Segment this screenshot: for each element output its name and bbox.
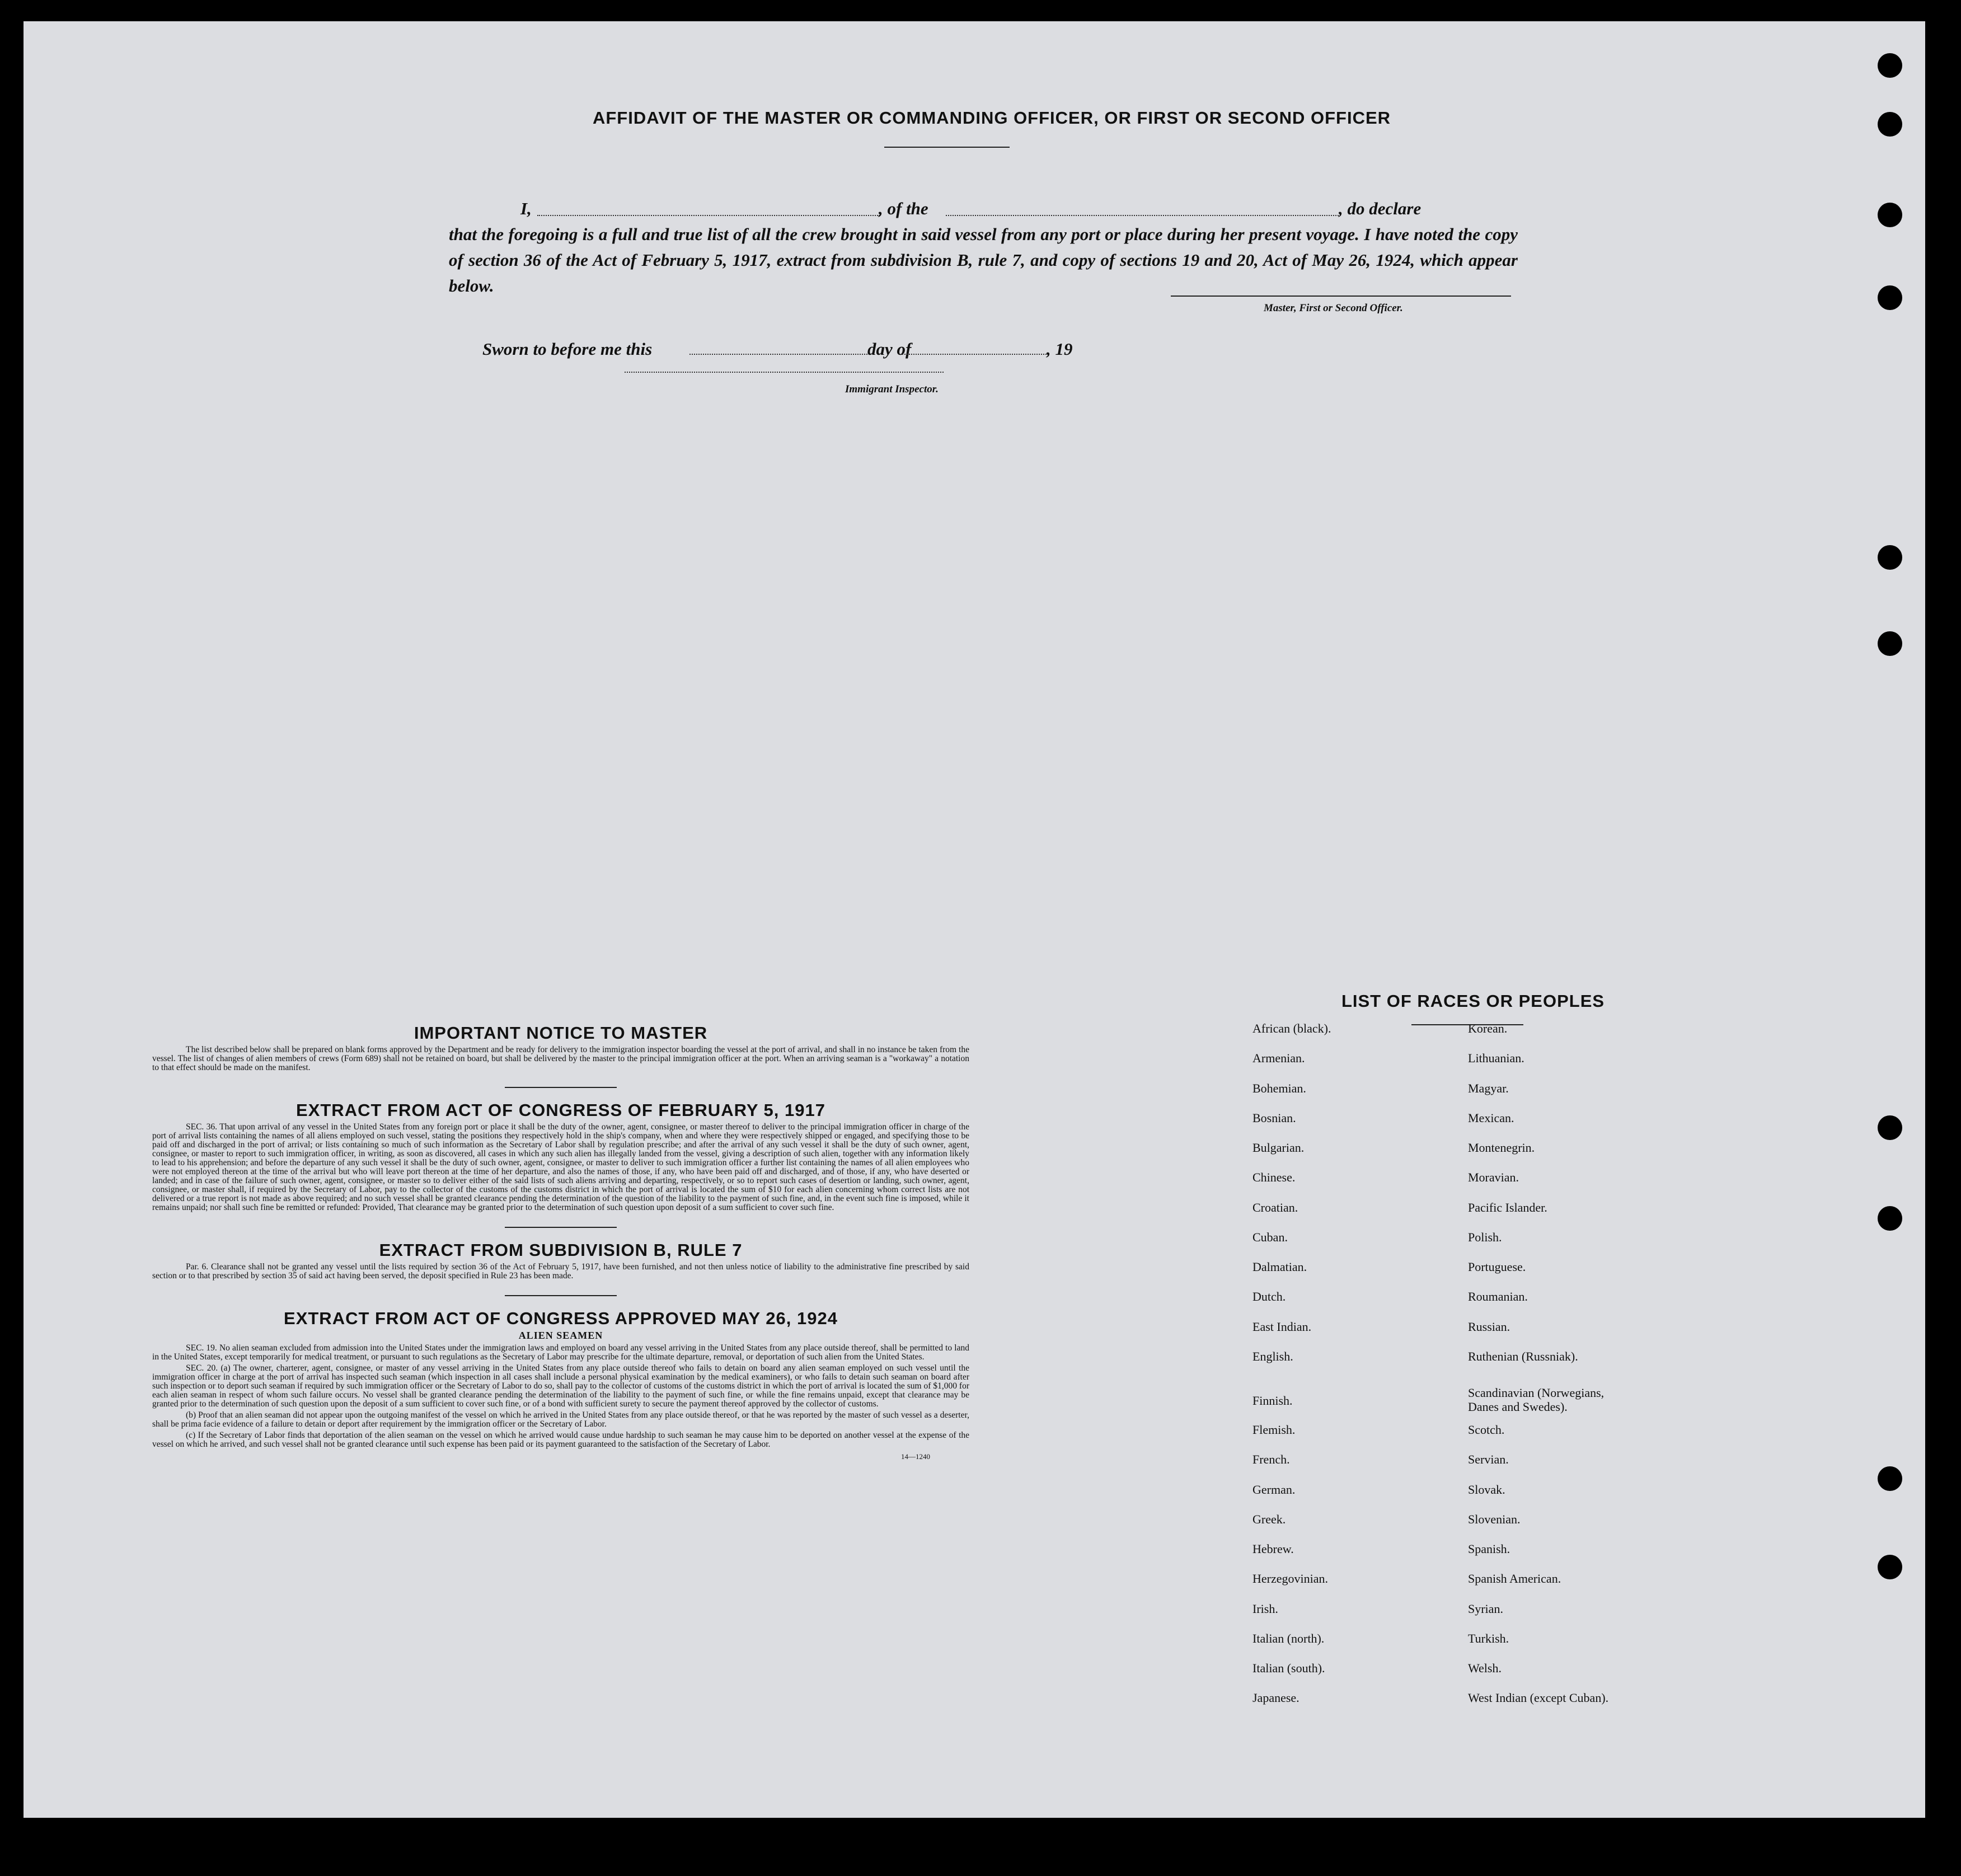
race-item: Herzegovinian.	[1252, 1572, 1328, 1586]
race-item: Dalmatian.	[1252, 1260, 1307, 1274]
extract-rule7-body: Par. 6. Clearance shall not be granted any vessel until the lists required by section 36 of the Act of February 5, 1917, have been furnished, and not then unless notice of liability to the administrative fine prescribed by said section or to that prescribed by section 35 of said act having been served, the deposit specified in Rule 23 has been made.	[152, 1262, 969, 1281]
scan-border-top	[0, 0, 1961, 21]
race-item: Mexican.	[1468, 1111, 1514, 1125]
race-item: Croatian.	[1252, 1200, 1298, 1214]
race-item: Cuban.	[1252, 1230, 1288, 1244]
inspector-label: Immigrant Inspector.	[845, 383, 939, 395]
scan-border-bottom	[0, 1818, 1961, 1876]
race-item: Irish.	[1252, 1602, 1278, 1616]
race-item: Welsh.	[1468, 1661, 1502, 1675]
race-item: French.	[1252, 1452, 1290, 1466]
sworn-month-blank[interactable]	[902, 354, 1047, 355]
race-item: Italian (south).	[1252, 1661, 1325, 1675]
race-item: Lithuanian.	[1468, 1051, 1524, 1065]
binder-hole	[1878, 631, 1902, 656]
race-item: Ruthenian (Russniak).	[1468, 1349, 1578, 1363]
extract-1924-sec20c: (c) If the Secretary of Labor finds that deportation of the alien seaman on the vessel on which he arrived would cause undue hardship to such seaman he may cause him to be deported on another vessel at the expense of the vessel on which he arrived, and such vessel shall not be granted clearance until such expense has been paid or its payment guaranteed to the satisfaction of the Secretary of Labor.	[152, 1431, 969, 1449]
scan-border-right	[1925, 0, 1961, 1876]
sworn-label: Sworn to before me this	[482, 339, 653, 359]
race-item: Syrian.	[1468, 1602, 1503, 1616]
race-item: Portuguese.	[1468, 1260, 1526, 1274]
race-item: Scotch.	[1468, 1423, 1505, 1437]
section-divider-2	[505, 1227, 617, 1228]
race-item: Polish.	[1468, 1230, 1502, 1244]
race-item: Pacific Islander.	[1468, 1200, 1547, 1214]
extract-1917-title: EXTRACT FROM ACT OF CONGRESS OF FEBRUARY 5, 1917	[296, 1100, 825, 1120]
race-item: Spanish.	[1468, 1542, 1510, 1556]
extract-rule7-title: EXTRACT FROM SUBDIVISION B, RULE 7	[379, 1240, 743, 1260]
master-signature-label: Master, First or Second Officer.	[1264, 302, 1403, 314]
section-divider-3	[505, 1295, 617, 1296]
race-item: Finnish.	[1252, 1394, 1293, 1408]
day-of-label: day of	[867, 339, 912, 359]
race-item: Armenian.	[1252, 1051, 1305, 1065]
document-page	[24, 21, 1925, 1818]
extract-1924-subtitle: ALIEN SEAMEN	[518, 1330, 603, 1341]
notice-title: IMPORTANT NOTICE TO MASTER	[414, 1023, 708, 1043]
notice-body: The list described below shall be prepared on blank forms approved by the Department and be ready for delivery to the immigration inspector boarding the vessel at the port of arrival, and shall in no instance be taken from the vessel. The list of changes of alien members of crews (Form 689) shall not be retained on board, but shall be delivered by the master to the principal immigration officer at the port. When an arriving seaman is a "workaway" a notation to that effect should be made on the manifest.	[152, 1045, 969, 1072]
race-item: German.	[1252, 1483, 1296, 1497]
race-item: Bulgarian.	[1252, 1141, 1305, 1155]
of-the-label: , of the	[879, 199, 928, 218]
binder-hole	[1878, 285, 1902, 310]
race-item: Japanese.	[1252, 1691, 1299, 1705]
race-item: Slovenian.	[1468, 1512, 1521, 1526]
master-signature-line[interactable]	[1171, 296, 1511, 297]
extract-1924-sec20a: SEC. 20. (a) The owner, charterer, agent, consignee, or master of any vessel arriving in the United States from any place outside thereof who fails to detain on board any alien seaman employed on such vessel until the immigration officer in charge at the port of arrival has inspected such seaman (which inspection in all cases shall include a personal physical examination by the medical examiners), or who fails to detain such seaman on board after such inspection or to deport such seaman if required by such immigration officer or the Secretary of Labor to do so, shall pay to the collector of customs of the customs district in which the port of arrival is located the sum of $1,000 for each alien seaman in respect of whom such failure occurs. No vessel shall be granted clearance pending the determination of the liability to the payment of such fine, or while the fine remains unpaid, except that clearance may be granted prior to the determination of such question upon the deposit of a sum sufficient to cover such fine, or of a bond with sufficient surety to secure the payment thereof approved by the collector of customs.	[152, 1363, 969, 1409]
binder-hole	[1878, 1115, 1902, 1140]
binder-hole	[1878, 112, 1902, 137]
extract-1917-body: SEC. 36. That upon arrival of any vessel in the United States from any foreign port or place it shall be the duty of the owner, agent, consignee, or master thereof to deliver to the principal immigration officer in charge of the port of arrival lists containing the names of all aliens employed on such vessel, stating the positions they respectively hold in the ship's company, when and where they were respectively shipped or engaged, and specifying those to be paid off and discharged in the port of arrival; or lists containing so much of such information as the Secretary of Labor shall by regulation prescribe; and after the arrival of any such vessel it shall be the duty of such owner, agent, consignee, or master to report to such immigration officer, in writing, as soon as discovered, all cases in which any such alien has illegally landed from the vessel, giving a description of such alien, together with any information likely to lead to his apprehension; and before the departure of any such vessel it shall be the duty of such owner, agent, consignee, or master to deliver to such immigration officer a further list containing the names of all alien employees who were not employed thereon at the time of the arrival but who will leave port thereon at the time of her departure, and also the names of those, if any, who have been paid off and discharged, and of those, if any, who have deserted or landed; and in case of the failure of such owner, agent, consignee, or master so to deliver either of the said lists of such aliens arriving and departing, respectively, or so to report such cases of desertion or landing, such owner, agent, consignee, or master shall, if required by the Secretary of Labor, pay to the collector of the customs of the customs district in which the port of arrival is located the sum of $10 for each alien concerning whom correct lists are not delivered or a true report is not made as above required; and no such vessel shall be granted clearance pending the determination of the question of the liability to the payment of such fine, and, in the event such fine is imposed, while it remains unpaid; nor shall such fine be remitted or refunded: Provided, That clearance may be granted prior to the determination of such question upon deposit of a sum sufficient to cover such fine.	[152, 1122, 969, 1212]
extract-1924-sec19: SEC. 19. No alien seaman excluded from admission into the United States under the immigration laws and employed on board any vessel arriving in the United States from any place outside thereof, shall be permitted to land in the United States, except temporarily for medical treatment, or pursuant to such regulations as the Secretary of Labor may prescribe for the ultimate departure, removal, or deportation of such alien from the United States.	[152, 1343, 969, 1362]
race-item: Spanish American.	[1468, 1572, 1561, 1586]
race-item: Bohemian.	[1252, 1081, 1306, 1095]
race-item: Scandinavian (Norwegians, Danes and Swedes).	[1468, 1386, 1605, 1414]
race-item: English.	[1252, 1349, 1293, 1363]
extract-1924-title: EXTRACT FROM ACT OF CONGRESS APPROVED MAY 26, 1924	[284, 1308, 838, 1328]
affidavit-title-rule	[884, 147, 1010, 148]
vessel-blank[interactable]	[946, 215, 1339, 216]
do-declare-label: , do declare	[1339, 199, 1422, 218]
binder-hole	[1878, 545, 1902, 570]
declaration-text: that the foregoing is a full and true list of all the crew brought in said vessel from any port or place during her present voyage. I have noted the copy of section 36 of the Act of February 5, 1917, extract from subdivision B, rule 7, and copy of sections 19 and 20, Act of May 26, 1924, which appear below.	[449, 224, 1518, 296]
form-number: 14—1240	[901, 1452, 930, 1461]
race-item: Moravian.	[1468, 1170, 1519, 1184]
race-item: Chinese.	[1252, 1170, 1296, 1184]
race-item: Slovak.	[1468, 1483, 1505, 1497]
affidavit-title: AFFIDAVIT OF THE MASTER OR COMMANDING OFFICER, OR FIRST OR SECOND OFFICER	[592, 108, 1391, 128]
binder-hole	[1878, 53, 1902, 78]
notice-column	[152, 1023, 969, 1461]
race-item: Montenegrin.	[1468, 1141, 1535, 1155]
race-item: Dutch.	[1252, 1289, 1286, 1303]
race-item: Bosnian.	[1252, 1111, 1296, 1125]
section-divider-1	[505, 1087, 617, 1088]
inspector-signature-line[interactable]	[625, 372, 944, 373]
race-item: Korean.	[1468, 1021, 1508, 1035]
i-label: I,	[520, 199, 532, 218]
race-item: Servian.	[1468, 1452, 1509, 1466]
binder-hole	[1878, 1206, 1902, 1231]
race-item: Turkish.	[1468, 1631, 1509, 1645]
binder-hole	[1878, 1466, 1902, 1491]
race-item: East Indian.	[1252, 1320, 1312, 1334]
race-item: Hebrew.	[1252, 1542, 1294, 1556]
races-title: LIST OF RACES OR PEOPLES	[1341, 991, 1605, 1011]
sworn-day-blank[interactable]	[689, 354, 867, 355]
race-item: Italian (north).	[1252, 1631, 1325, 1645]
name-blank[interactable]	[537, 215, 880, 216]
year-label: , 19	[1047, 339, 1073, 359]
race-item: African (black).	[1252, 1021, 1331, 1035]
binder-hole	[1878, 203, 1902, 227]
race-item: Greek.	[1252, 1512, 1286, 1526]
race-item: Roumanian.	[1468, 1289, 1528, 1303]
extract-1924-sec20b: (b) Proof that an alien seaman did not appear upon the outgoing manifest of the vessel on which he arrived in the United States from any place outside thereof, or that he was reported by the master of such vessel as a deserter, shall be prima facie evidence of a failure to detain or deport after requirement by the immigration officer or the Secretary of Labor.	[152, 1410, 969, 1429]
race-item: Magyar.	[1468, 1081, 1509, 1095]
binder-hole	[1878, 1555, 1902, 1579]
race-item: Flemish.	[1252, 1423, 1296, 1437]
race-item: West Indian (except Cuban).	[1468, 1691, 1609, 1705]
race-item: Russian.	[1468, 1320, 1510, 1334]
